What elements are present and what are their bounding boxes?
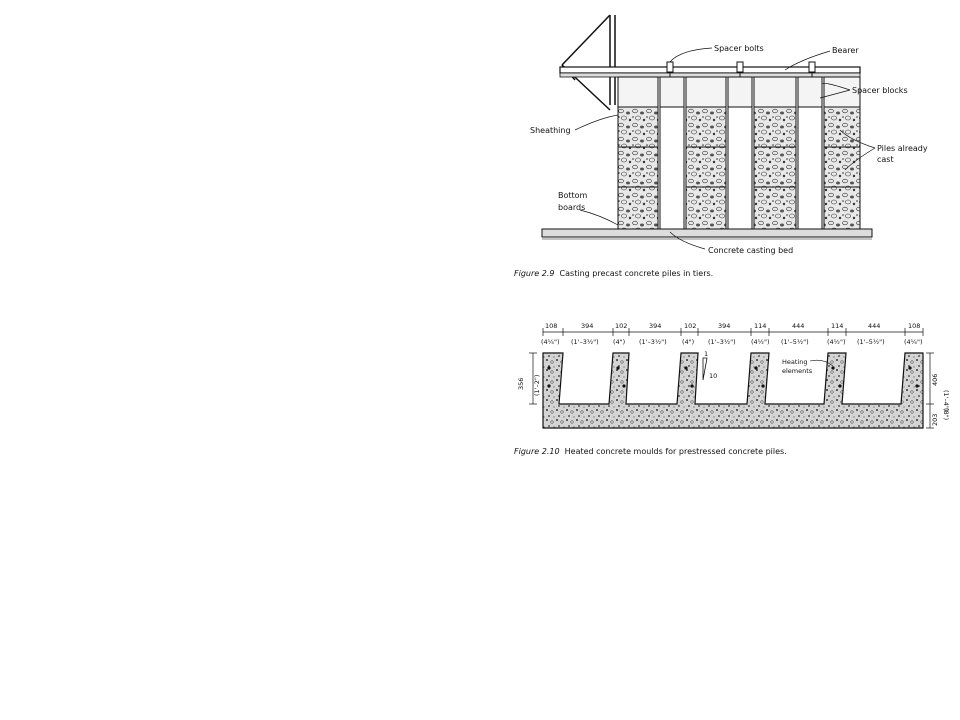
left-dim-mm: 356: [517, 377, 525, 390]
dim-imp-7: (4½"): [751, 338, 770, 346]
slope-label: 10: [709, 372, 718, 380]
label-spacer-bolts: Spacer bolts: [714, 44, 764, 53]
top-dims-imperial: [541, 338, 923, 346]
concrete-casting-bed: [542, 229, 872, 239]
heating-label-group: [782, 358, 833, 375]
dim-imp-3: (4"): [613, 338, 626, 346]
pile-column-1: [618, 107, 658, 229]
dim-imp-4: (1'–3½"): [639, 338, 667, 346]
pile-column-4: [824, 107, 860, 229]
label-piles-already-cast-line1: Piles already: [877, 144, 928, 153]
figure-2-10-caption-text: Heated concrete moulds for prestressed concrete piles.: [564, 447, 787, 456]
slope-indicator: [703, 350, 717, 380]
figure-2-10-caption-number: Figure 2.10: [514, 447, 560, 456]
figure-2-10-caption: [514, 447, 787, 456]
right-dimension: [926, 353, 950, 428]
dim-imp-6: (1'–3½"): [708, 338, 736, 346]
dim-mm-5: 102: [684, 322, 697, 330]
right-dim-upper-mm: 406: [931, 373, 939, 386]
label-piles-already-cast-line2: cast: [877, 155, 894, 164]
dim-imp-11: (4¼"): [904, 338, 923, 346]
dim-imp-5: (4"): [682, 338, 695, 346]
spacer-blocks: [618, 77, 860, 107]
heating-elements: [547, 366, 918, 387]
dim-mm-3: 102: [615, 322, 628, 330]
dim-mm-8: 444: [792, 322, 805, 330]
figure-2-9-caption-number: Figure 2.9: [514, 269, 555, 278]
figure-2-10: [505, 318, 950, 463]
heating-label-line1: Heating: [782, 358, 808, 366]
label-concrete-casting-bed: Concrete casting bed: [708, 246, 794, 255]
dim-imp-8: (1'–5½"): [781, 338, 809, 346]
slope-one-label: 1: [704, 350, 709, 358]
mould-body: [543, 353, 923, 428]
top-dims-mm: [545, 322, 920, 330]
right-dim-lower-mm: 203: [931, 413, 939, 426]
dim-imp-9: (4½"): [827, 338, 846, 346]
dim-mm-7: 114: [754, 322, 767, 330]
left-dimension: [517, 353, 541, 404]
dim-mm-1: 108: [545, 322, 558, 330]
pile-column-2: [686, 107, 726, 229]
left-dim-imperial: (1'–2"): [533, 374, 541, 396]
label-sheathing: Sheathing: [530, 126, 571, 135]
dim-mm-9: 114: [831, 322, 844, 330]
right-dim-lower-imperial: (8"): [942, 408, 950, 421]
dim-mm-2: 394: [581, 322, 594, 330]
dim-imp-10: (1'–5½"): [857, 338, 885, 346]
figure-2-9-caption-text: Casting precast concrete piles in tiers.: [559, 269, 714, 278]
dim-imp-1: (4¼"): [541, 338, 560, 346]
label-bearer: Bearer: [832, 46, 859, 55]
heating-label-line2: elements: [782, 367, 813, 375]
figure-2-9-caption: [514, 269, 713, 278]
figure-2-9: [520, 10, 960, 290]
dim-mm-4: 394: [649, 322, 662, 330]
label-bottom-boards-line2: boards: [558, 203, 586, 212]
right-dim-upper-imperial: (1'–4"): [942, 390, 950, 412]
pile-column-3: [754, 107, 796, 229]
dim-imp-2: (1'–3½"): [571, 338, 599, 346]
label-spacer-blocks: Spacer blocks: [852, 86, 908, 95]
figure-2-10-drawing: [505, 318, 950, 438]
dim-mm-11: 108: [908, 322, 921, 330]
sheathing-boards: [660, 107, 822, 229]
dim-mm-6: 394: [718, 322, 731, 330]
dim-mm-10: 444: [868, 322, 881, 330]
label-bottom-boards-line1: Bottom: [558, 191, 588, 200]
figure-2-9-drawing: [520, 10, 960, 290]
bracing-frame: [562, 15, 615, 110]
